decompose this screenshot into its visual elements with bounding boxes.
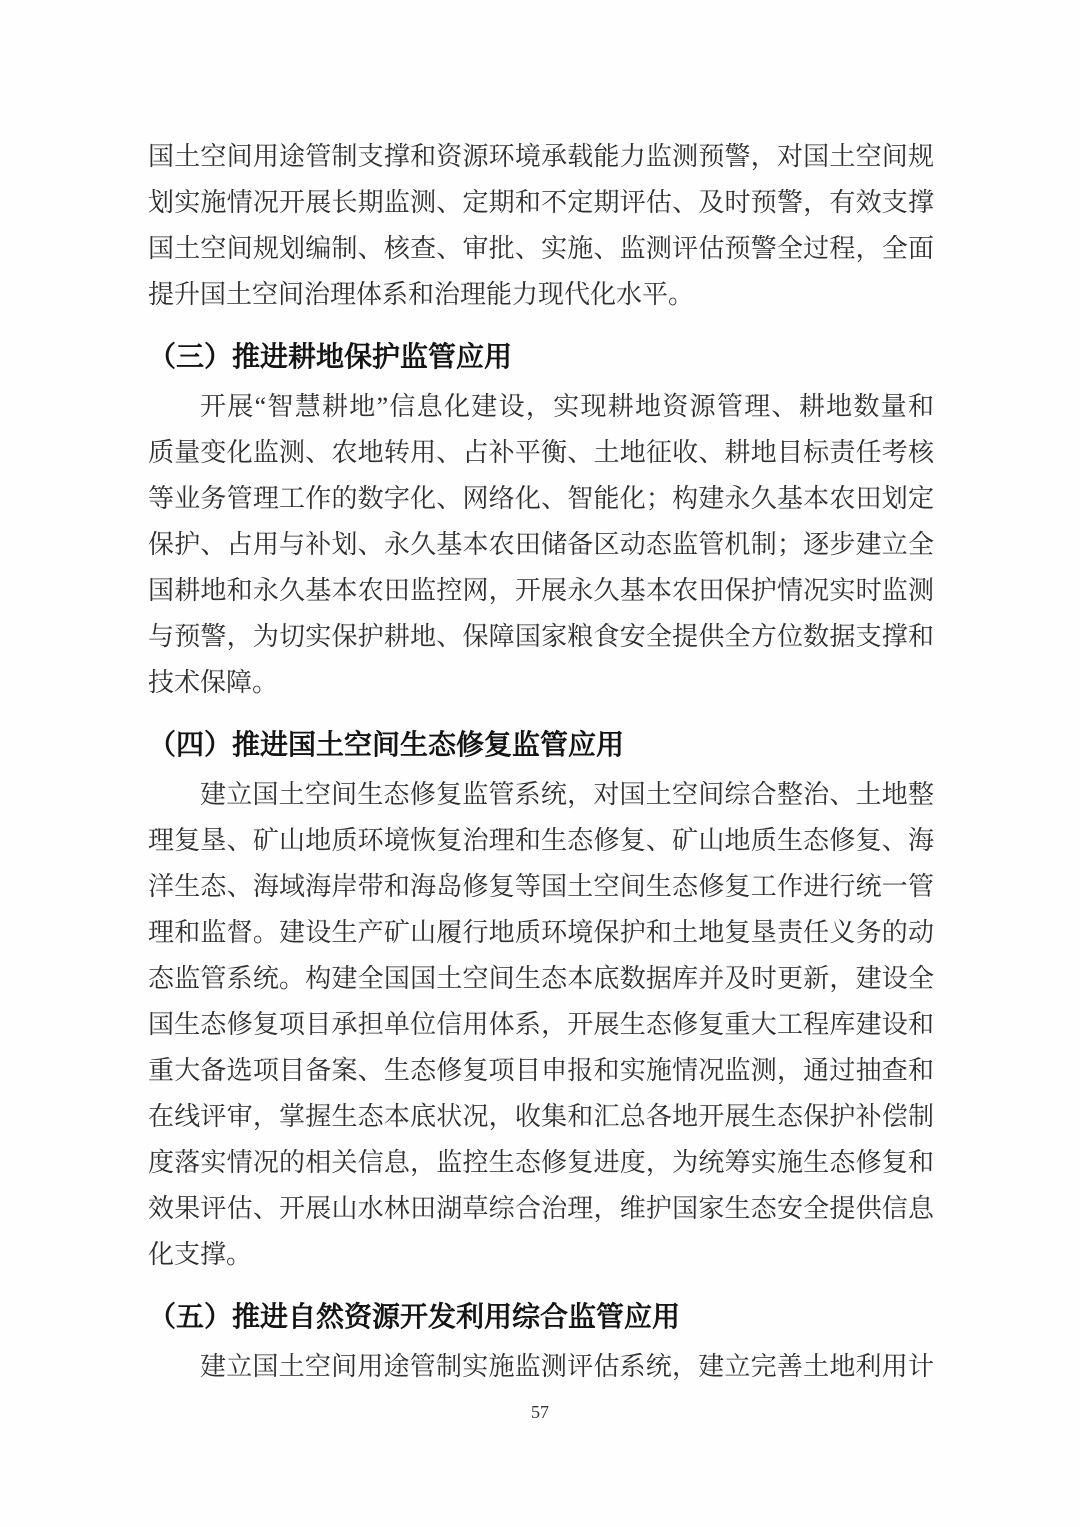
text-line: 建立国土空间用途管制实施监测评估系统，建立完善土地利用计: [200, 1352, 934, 1381]
text-line: 洋生态、海域海岸带和海岛修复等国土空间生态修复工作进行统一管: [148, 872, 934, 901]
page-number: 57: [531, 1402, 549, 1422]
paragraph: [148, 384, 934, 706]
text-line: 态监管系统。构建全国国土空间生态本底数据库并及时更新，建设全: [148, 964, 934, 993]
paragraph: [148, 772, 934, 1278]
text-line: 效果评估、开展山水林田湖草综合治理，维护国家生态安全提供信息: [148, 1194, 934, 1223]
text-line: 等业务管理工作的数字化、网络化、智能化；构建永久基本农田划定: [148, 484, 934, 513]
text-line: 与预警，为切实保护耕地、保障国家粮食安全提供全方位数据支撑和: [148, 622, 934, 651]
text-line: 国耕地和永久基本农田监控网，开展永久基本农田保护情况实时监测: [148, 576, 934, 605]
text-line: 在线评审，掌握生态本底状况，收集和汇总各地开展生态保护补偿制: [148, 1102, 934, 1131]
section-heading: （五）推进自然资源开发利用综合监管应用: [148, 1301, 681, 1332]
text-line: 开展“智慧耕地”信息化建设，实现耕地资源管理、耕地数量和: [200, 392, 934, 421]
text-line: 提升国土空间治理体系和治理能力现代化水平。: [148, 280, 695, 309]
text-line: 质量变化监测、农地转用、占补平衡、土地征收、耕地目标责任考核: [148, 438, 934, 467]
text-line: 理复垦、矿山地质环境恢复治理和生态修复、矿山地质生态修复、海: [148, 826, 934, 855]
text-line: 国土空间规划编制、核查、审批、实施、监测评估预警全过程，全面: [148, 234, 934, 263]
text-line: 划实施情况开展长期监测、定期和不定期评估、及时预警，有效支撑: [148, 188, 934, 217]
text-line: 度落实情况的相关信息，监控生态修复进度，为统筹实施生态修复和: [148, 1148, 934, 1177]
text-line: 理和监督。建设生产矿山履行地质环境保护和土地复垦责任义务的动: [148, 918, 934, 947]
section-heading: （四）推进国土空间生态修复监管应用: [148, 729, 625, 760]
text-line: 国生态修复项目承担单位信用体系，开展生态修复重大工程库建设和: [148, 1010, 934, 1039]
text-line: 化支撑。: [148, 1240, 253, 1269]
paragraph: [148, 1344, 934, 1390]
text-line: 保护、占用与补划、永久基本农田储备区动态监管机制；逐步建立全: [148, 530, 934, 559]
section-heading: （三）推进耕地保护监管应用: [148, 341, 513, 372]
text-line: 重大备选项目备案、生态修复项目申报和实施情况监测，通过抽查和: [148, 1056, 934, 1085]
text-line: 国土空间用途管制支撑和资源环境承载能力监测预警，对国土空间规: [148, 142, 934, 171]
text-line: 技术保障。: [148, 668, 279, 697]
text-line: 建立国土空间生态修复监管系统，对国土空间综合整治、土地整: [200, 780, 934, 809]
paragraph: [148, 134, 934, 318]
